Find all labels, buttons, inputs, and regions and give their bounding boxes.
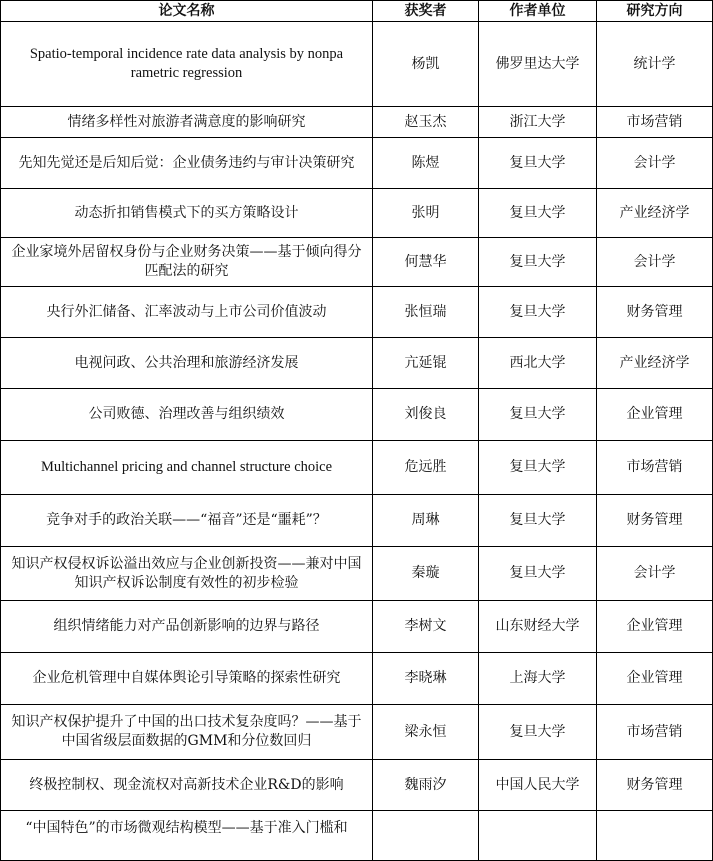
author-unit: 浙江大学 <box>479 107 597 138</box>
paper-title: 公司败德、治理改善与组织绩效 <box>1 389 373 441</box>
winner-name: 陈煜 <box>373 138 479 189</box>
author-unit: 复旦大学 <box>479 441 597 495</box>
research-field: 财务管理 <box>597 760 713 811</box>
winner-name: 魏雨汐 <box>373 760 479 811</box>
winner-name: 何慧华 <box>373 238 479 287</box>
research-field: 财务管理 <box>597 287 713 338</box>
header-winner: 获奖者 <box>373 1 479 22</box>
winner-name: 刘俊良 <box>373 389 479 441</box>
research-field: 会计学 <box>597 138 713 189</box>
table-row <box>1 22 713 107</box>
header-paper-title: 论文名称 <box>1 1 373 22</box>
research-field <box>597 811 713 861</box>
paper-title: 知识产权保护提升了中国的出口技术复杂度吗？——基于中国省级层面数据的GMM和分位数回归 <box>1 705 373 760</box>
research-field: 产业经济学 <box>597 338 713 389</box>
research-field: 会计学 <box>597 547 713 601</box>
winner-name: 梁永恒 <box>373 705 479 760</box>
table-row <box>1 441 713 495</box>
winner-name: 李晓琳 <box>373 653 479 705</box>
winner-name: 周琳 <box>373 495 479 547</box>
research-field: 会计学 <box>597 238 713 287</box>
table-row <box>1 287 713 338</box>
author-unit: 复旦大学 <box>479 495 597 547</box>
header-research-field: 研究方向 <box>597 1 713 22</box>
winner-name: 杨凯 <box>373 22 479 107</box>
author-unit: 佛罗里达大学 <box>479 22 597 107</box>
research-field: 企业管理 <box>597 653 713 705</box>
table-header-row <box>1 1 713 22</box>
paper-title: 先知先觉还是后知后觉：企业债务违约与审计决策研究 <box>1 138 373 189</box>
author-unit: 西北大学 <box>479 338 597 389</box>
table-row <box>1 238 713 287</box>
paper-title: 企业危机管理中自媒体舆论引导策略的探索性研究 <box>1 653 373 705</box>
paper-title: 终极控制权、现金流权对高新技术企业R&D的影响 <box>1 760 373 811</box>
paper-title: 央行外汇储备、汇率波动与上市公司价值波动 <box>1 287 373 338</box>
header-author-unit: 作者单位 <box>479 1 597 22</box>
author-unit: 中国人民大学 <box>479 760 597 811</box>
author-unit: 复旦大学 <box>479 547 597 601</box>
paper-title: 情绪多样性对旅游者满意度的影响研究 <box>1 107 373 138</box>
research-field: 财务管理 <box>597 495 713 547</box>
winner-name: 李树文 <box>373 601 479 653</box>
paper-title: 动态折扣销售模式下的买方策略设计 <box>1 189 373 238</box>
author-unit: 复旦大学 <box>479 389 597 441</box>
table-row <box>1 107 713 138</box>
research-field: 统计学 <box>597 22 713 107</box>
paper-title: 竞争对手的政治关联——“福音”还是“噩耗”？ <box>1 495 373 547</box>
table-row <box>1 705 713 760</box>
paper-title: 知识产权侵权诉讼溢出效应与企业创新投资——兼对中国知识产权诉讼制度有效性的初步检验 <box>1 547 373 601</box>
research-field: 企业管理 <box>597 389 713 441</box>
research-field: 市场营销 <box>597 441 713 495</box>
winner-name: 张恒瑞 <box>373 287 479 338</box>
table-row <box>1 601 713 653</box>
research-field: 市场营销 <box>597 705 713 760</box>
table-row <box>1 495 713 547</box>
paper-title: 组织情绪能力对产品创新影响的边界与路径 <box>1 601 373 653</box>
table-row <box>1 547 713 601</box>
table-row <box>1 811 713 861</box>
author-unit <box>479 811 597 861</box>
winner-name: 赵玉杰 <box>373 107 479 138</box>
winner-name: 张明 <box>373 189 479 238</box>
paper-title: “中国特色”的市场微观结构模型——基于准入门槛和 <box>1 811 373 861</box>
table-row <box>1 760 713 811</box>
paper-title: Multichannel pricing and channel structure choice <box>1 441 373 495</box>
paper-title: Spatio-temporal incidence rate data analysis by nonparametric regression <box>1 22 373 107</box>
winner-name <box>373 811 479 861</box>
author-unit: 复旦大学 <box>479 705 597 760</box>
table-row <box>1 138 713 189</box>
table-row <box>1 389 713 441</box>
author-unit: 复旦大学 <box>479 189 597 238</box>
author-unit: 复旦大学 <box>479 138 597 189</box>
research-field: 市场营销 <box>597 107 713 138</box>
author-unit: 复旦大学 <box>479 238 597 287</box>
research-field: 企业管理 <box>597 601 713 653</box>
author-unit: 山东财经大学 <box>479 601 597 653</box>
author-unit: 复旦大学 <box>479 287 597 338</box>
research-field: 产业经济学 <box>597 189 713 238</box>
author-unit: 上海大学 <box>479 653 597 705</box>
table-row <box>1 189 713 238</box>
paper-title: 企业家境外居留权身份与企业财务决策——基于倾向得分匹配法的研究 <box>1 238 373 287</box>
table-row <box>1 653 713 705</box>
winner-name: 亢延锟 <box>373 338 479 389</box>
winner-name: 秦璇 <box>373 547 479 601</box>
winner-name: 危远胜 <box>373 441 479 495</box>
paper-title: 电视问政、公共治理和旅游经济发展 <box>1 338 373 389</box>
table-row <box>1 338 713 389</box>
